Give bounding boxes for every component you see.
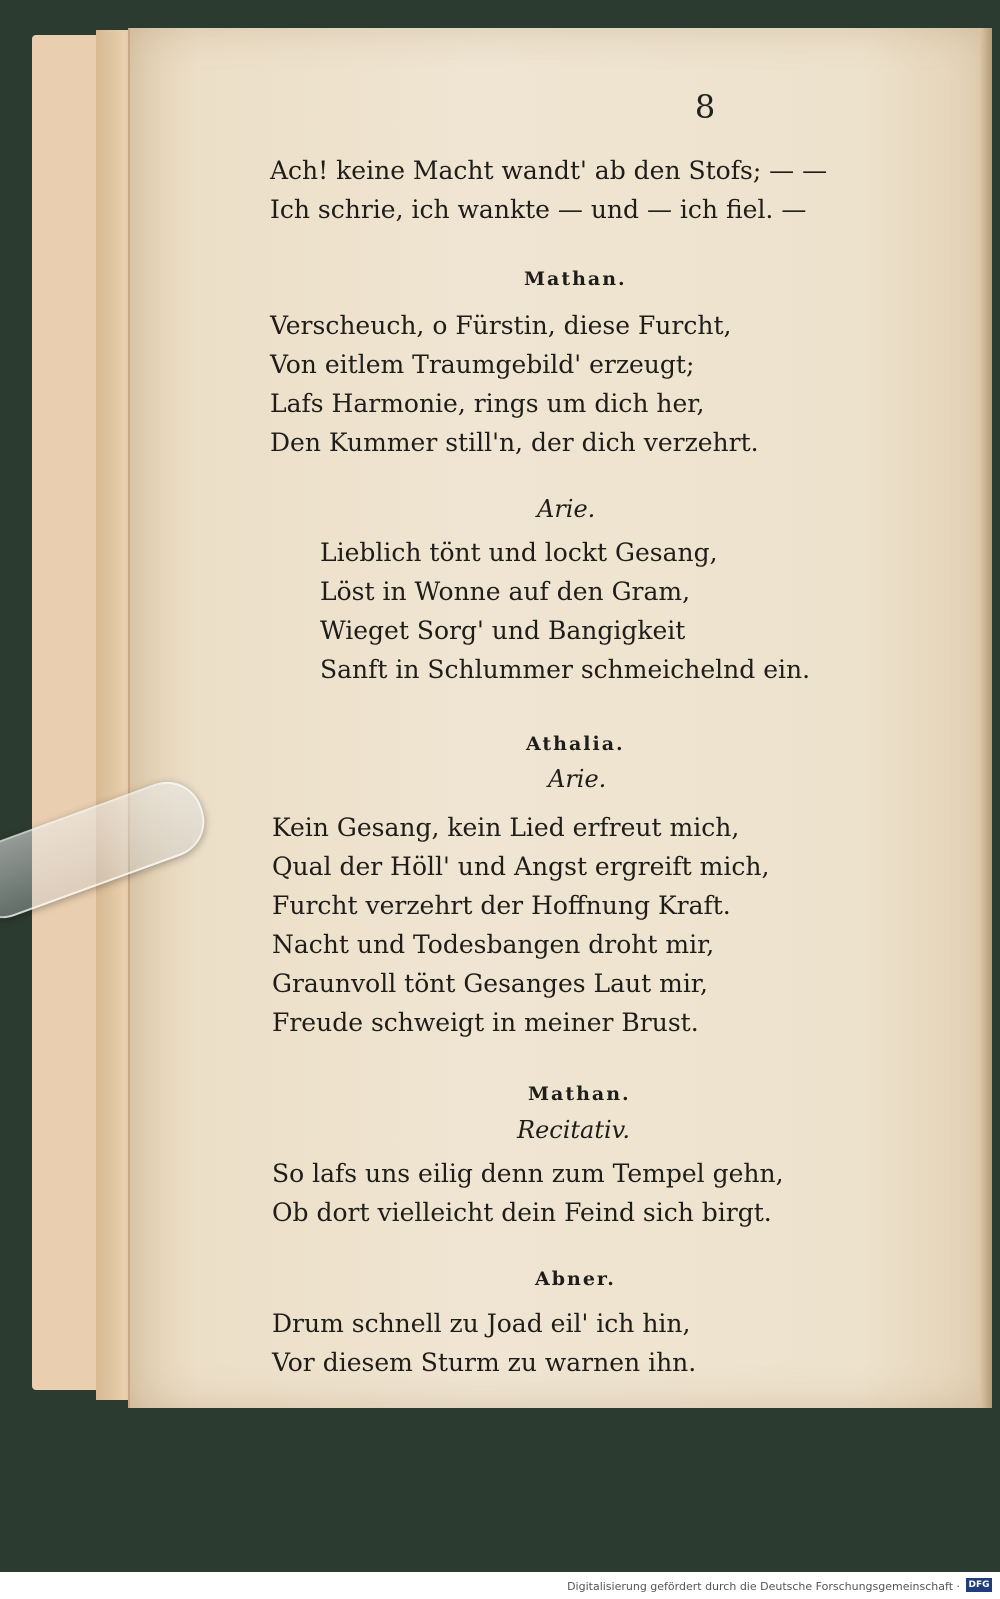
verse-line: Von eitlem Traumgebild' erzeugt; (270, 350, 695, 379)
verse-block-abner (272, 1304, 696, 1382)
verse-block-mathan-2 (272, 1154, 784, 1232)
verse-line: Graunvoll tönt Gesanges Laut mir, (272, 969, 708, 998)
verse-line: Ich schrie, ich wankte — und — ich fiel. — (270, 195, 807, 224)
stage-direction: Recitativ. (517, 1116, 631, 1144)
verse-line: Vor diesem Sturm zu warnen ihn. (272, 1348, 697, 1377)
verse-line: Drum schnell zu Joad eil' ich hin, (272, 1309, 691, 1338)
verse-line: Löst in Wonne auf den Gram, (320, 577, 691, 606)
verse-line: Furcht verzehrt der Hoffnung Kraft. (272, 891, 731, 920)
verse-line: Ach! keine Macht wandt' ab den Stofs; — — (270, 156, 828, 185)
verse-block-opening (270, 151, 827, 229)
verse-block-mathan (270, 306, 759, 462)
verse-line: So lafs uns eilig denn zum Tempel gehn, (272, 1159, 784, 1188)
verse-line: Qual der Höll' und Angst ergreift mich, (272, 852, 770, 881)
verse-line: Sanft in Schlummer schmeichelnd ein. (320, 655, 811, 684)
stage-direction: Arie. (548, 765, 607, 793)
page-right-edge (980, 28, 992, 1408)
verse-line: Lieblich tönt und lockt Gesang, (320, 538, 718, 567)
page-number: 8 (694, 88, 716, 126)
verse-line: Wieget Sorg' und Bangigkeit (320, 616, 686, 645)
verse-line: Nacht und Todesbangen droht mir, (272, 930, 715, 959)
verse-line: Den Kummer still'n, der dich verzehrt. (270, 428, 759, 457)
verse-line: Ob dort vielleicht dein Feind sich birgt. (272, 1198, 772, 1227)
verse-block-aria (320, 533, 810, 689)
verse-block-athalia (272, 808, 769, 1042)
footer-bar (0, 1572, 1000, 1599)
book-page (128, 28, 992, 1408)
verse-line: Freude schweigt in meiner Brust. (272, 1008, 699, 1037)
verse-line: Kein Gesang, kein Lied erfreut mich, (272, 813, 740, 842)
footer-credit: Digitalisierung gefördert durch die Deutsche Forschungsgemeinschaft · (567, 1580, 960, 1593)
verse-line: Verscheuch, o Fürstin, diese Furcht, (270, 311, 732, 340)
dfg-logo: DFG (966, 1578, 992, 1592)
speaker-name: Mathan. (528, 1083, 631, 1105)
stage-direction: Arie. (537, 495, 596, 523)
speaker-name: Mathan. (524, 268, 627, 290)
speaker-name: Athalia. (526, 733, 625, 755)
speaker-name: Abner. (535, 1268, 616, 1290)
verse-line: Lafs Harmonie, rings um dich her, (270, 389, 705, 418)
